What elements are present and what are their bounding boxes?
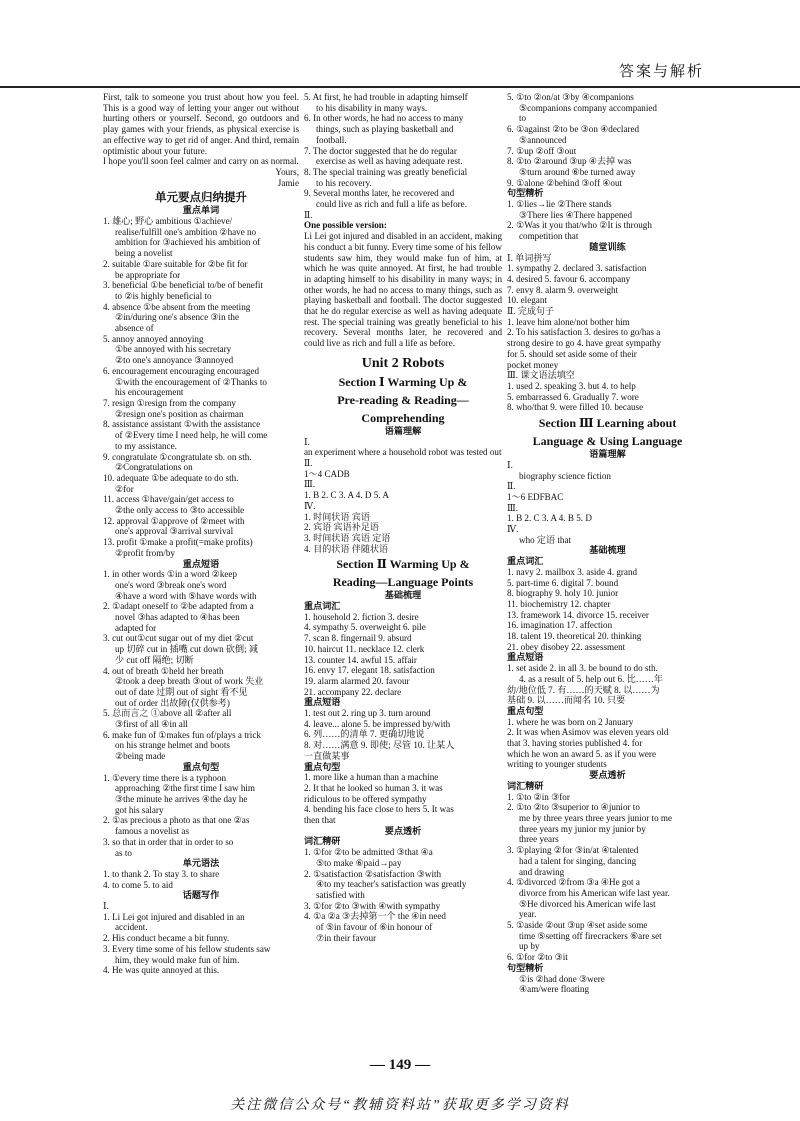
text-line: 1. Li Lei got injured and disabled in an (103, 911, 245, 922)
text-line: 4. ①a ②a ③去掉第一个 the ④in need (304, 911, 446, 922)
text-line: 1. more like a human than a machine (304, 772, 439, 783)
text-line: 1. 时间状语 宾语 (304, 511, 370, 522)
text-line: 4. as a result of 5. help out 6. 比……年 (519, 673, 663, 684)
text-line: 4. 目的状语 伴随状语 (304, 543, 389, 554)
text-line: me by three years three years junior to me (519, 813, 673, 823)
text-line: 5. ①to ②on/at ③by ④companions (507, 92, 634, 102)
section-heading: 句型精析 (507, 188, 544, 199)
text-line: be appropriate for (115, 269, 181, 280)
section-heading: 重点单词 (182, 205, 220, 216)
text-line: 一直做某事 (304, 750, 350, 761)
section-heading: Comprehending (361, 410, 445, 425)
text-line: ②Congratulations on (115, 462, 193, 473)
text-line: had a talent for singing, dancing (519, 855, 637, 866)
text-line: ⑤announced (519, 134, 567, 145)
text-line: ②profit from/by (115, 547, 175, 558)
text-line: 8. biography 9. holy 10. junior (507, 588, 619, 599)
text-line: year. (519, 909, 537, 920)
text-line: 2. ①to ②to ③superior to ④junior to (507, 802, 640, 813)
column-1 (103, 92, 299, 1052)
text-line: famous a novelist as (115, 826, 189, 837)
text-line: 1. ①lies→lie ②There stands (507, 199, 612, 210)
text-line: ③There lies ④There happened (519, 209, 633, 220)
section-heading: 词汇精研 (304, 836, 341, 847)
text-line: 21. obey disobey 22. assessment (507, 641, 626, 652)
text-line: football. (316, 134, 347, 145)
section-heading: 词汇精研 (507, 780, 544, 791)
text-line: strong desire to go 4. have great sympathy (507, 338, 662, 349)
text-line: 4. bending his face close to hers 5. It was (304, 804, 454, 815)
text-line: ②resign one's position as chairman (115, 408, 244, 419)
section-heading: 基础梳理 (384, 590, 422, 601)
text-line: novel ③has adapted to ④has been (115, 612, 240, 623)
text-line: 2. ①Was it you that/who ②It is through (507, 220, 652, 231)
section-heading: Reading—Language Points (332, 575, 474, 590)
text-line: ⑤He divorced his American wife last (519, 898, 656, 909)
text-line: Ⅱ. 完成句子 (507, 306, 555, 317)
text-line: writing to younger students (507, 759, 607, 770)
text-line: 1. leave him alone/not bother him (507, 316, 630, 327)
header-title: 答案与解析 (618, 64, 704, 80)
text-line: to his recovery. (316, 177, 372, 188)
text-line: 7. scan 8. fingernail 9. absurd (304, 633, 412, 644)
text-line: Ⅱ. (304, 457, 313, 468)
text-line: ④have a word with ⑤have words with (115, 590, 257, 601)
text-line: 6. 列……的清单 7. 更确切地说 (304, 729, 425, 740)
text-line: Ⅲ. (304, 479, 316, 490)
text-line: 8. 对……满意 9. 即使; 尽管 10. 让某人 (304, 740, 455, 751)
text-line: competition that (519, 231, 579, 242)
footer-note: 关注微信公众号“教辅资料站”获取更多学习资料 (230, 1098, 570, 1113)
section-heading: 单元要点归纳提升 (155, 192, 247, 205)
text-line: 16. imagination 17. affection (507, 620, 613, 631)
text-line: 2. It that he looked so human 3. it was (304, 782, 443, 793)
text-line: 6. ①against ②to be ③on ④declared (507, 124, 640, 135)
section-heading: Section Ⅱ Warming Up & (336, 557, 470, 572)
text-line: realise/fulfill one's ambition ②have no (115, 226, 257, 237)
text-line: 18. talent 19. theoretical 20. thinking (507, 631, 642, 642)
text-line: 13. counter 14. awful 15. affair (304, 654, 417, 665)
section-heading: One possible version: (304, 220, 387, 231)
text-line: 8. ①to ②around ③up ④去掉 was (507, 156, 632, 167)
section-heading: Section Ⅲ Learning about (538, 416, 677, 431)
text-line: Ⅳ. (507, 524, 519, 535)
section-heading: Section Ⅰ Warming Up & (338, 374, 468, 389)
section-heading: 重点句型 (304, 761, 341, 772)
text-line: ambition for ③achieved his ambition of (115, 237, 261, 248)
text-line: ②for (115, 483, 134, 494)
text-line: 7. resign ①resign from the company (103, 397, 236, 408)
text-line: 1. ①to ②in ③for (507, 791, 570, 802)
text-line: accident. (115, 922, 148, 933)
section-heading: Unit 2 Robots (361, 355, 445, 371)
text-line: 6. make fun of ①makes fun of/plays a trick (103, 729, 261, 740)
text-line: 13. framework 14. divorce 15. receiver (507, 609, 649, 620)
text-line: adapted for (115, 622, 157, 633)
text-line: things, such as playing basketball and (316, 124, 454, 135)
page-header (0, 38, 800, 78)
text-line: up by (519, 941, 540, 952)
text-line: 2. suitable ①are suitable for ②be fit for (103, 258, 248, 269)
text-line: 9. congratulate ①congratulate sb. on sth. (103, 451, 252, 462)
text-line: 1. used 2. speaking 3. but 4. to help (507, 380, 636, 391)
text-line: 19. alarm alarmed 20. favour (304, 675, 410, 686)
text-line: ①be annoyed with his secretary (115, 344, 232, 355)
section-heading: 重点短语 (304, 697, 341, 708)
text-line: 4. desired 5. favour 6. accompany (507, 273, 631, 284)
text-line: one's word ③break one's word (115, 579, 227, 590)
section-heading: 语篇理解 (384, 425, 422, 436)
text-line: Li Lei got injured and disabled in an accident, making his conduct a bit funny. Every time some of his fellow students saw him, they would make fun of him, at which he was quite annoyed. At first, he had trouble in adapting himself to his disability in many ways; in other words, he had no access to many things, such as playing basketball and football. The doctor suggested that he do regular exercise as well as having adequate rest. The special training was greatly beneficial to his recovery. Several months later, he recovered and could live as rich and full a life as before. (304, 231, 502, 349)
text-line: 4. to come 5. to aid (103, 879, 173, 890)
text-line: 2. To his satisfaction 3. desires to go/has a (507, 327, 661, 338)
text-line: 2. It was when Asimov was eleven years old (507, 727, 669, 738)
section-heading: 重点句型 (507, 705, 544, 716)
text-line: as to (115, 847, 132, 858)
header-rule (0, 86, 800, 88)
text-line: Ⅳ. (304, 500, 316, 511)
section-heading: Language & Using Language (532, 434, 683, 449)
text-line: 5. part-time 6. digital 7. bound (507, 577, 619, 588)
section-heading: 重点词汇 (507, 556, 544, 567)
text-line: 5. annoy annoyed annoying (103, 333, 204, 344)
text-line: time ⑤setting off firecrackers ⑥are set (519, 930, 662, 941)
text-line: 1. navy 2. mailbox 3. aside 4. grand (507, 566, 638, 577)
text-line: 6. ①for ②to ③it (507, 952, 568, 963)
text-line: and drawing (519, 866, 565, 877)
text-line: 1. to thank 2. To stay 3. to share (103, 868, 220, 879)
text-line: that 3. having stories published 4. for (507, 738, 643, 749)
text-line: 2. 宾语 宾语补足语 (304, 522, 380, 533)
text-line: Ⅰ. (103, 901, 109, 912)
text-line: Ⅱ. (304, 209, 313, 220)
text-line: one's approval ③arrival survival (115, 526, 234, 537)
text-line: 1. test out 2. ring up 3. turn around (304, 708, 431, 719)
text-line: ②took a deep breath ③out of work 失业 (115, 676, 264, 687)
page-number: — 149 — (370, 1057, 430, 1073)
column-3 (507, 92, 708, 1052)
section-heading: 要点透析 (589, 770, 626, 781)
text-line: could live as rich and full a life as before. (316, 199, 467, 210)
section-heading: 重点短语 (507, 652, 544, 663)
text-line: 3. ①playing ②for ③in/at ④talented (507, 845, 639, 856)
text-line: 5. 总而言之 ①above all ②after all (103, 708, 232, 719)
text-line: 12. approval ①approve of ②meet with (103, 515, 245, 526)
text-line: Yours, (275, 166, 299, 177)
text-line: 基础 9. 以……而闻名 10. 只要 (507, 695, 626, 706)
text-line: Jamie (277, 177, 299, 188)
column-2 (304, 92, 502, 1052)
text-line: divorce from his American wife last year. (519, 887, 670, 898)
section-heading: 单元语法 (182, 858, 220, 869)
text-line: an experiment where a household robot was tested out (304, 447, 502, 458)
text-line: 7. envy 8. alarm 9. overweight (507, 284, 619, 295)
text-line: out of date 过期 out of sight 看不见 (115, 686, 248, 697)
text-line: 1. in other words ①in a word ②keep (103, 569, 237, 580)
text-line: 3. Every time some of his fellow students saw (103, 943, 271, 954)
text-line: then that (304, 815, 336, 826)
text-line: 1～6 EDFBAC (507, 491, 564, 502)
text-line: ⑤companions company accompanied (519, 102, 657, 113)
text-line: First, talk to someone you trust about how you feel. This is a good way of letting your anger out without hurting others or yourself. Second, go outdoors and play games with your friends, as physical exercise is an effective way to get rid of anger. And third, remain optimistic about your future. (103, 92, 299, 156)
text-line: his encouragement (115, 387, 184, 398)
text-line: out of order 出故障(仅供参考) (115, 697, 230, 708)
text-line: to ②is highly beneficial to (115, 290, 212, 301)
text-line: ④am/were floating (519, 984, 590, 995)
text-line: 1. where he was born on 2 January (507, 716, 634, 727)
text-line: 1. sympathy 2. declared 3. satisfaction (507, 263, 647, 274)
text-line: Ⅰ. (304, 436, 310, 447)
text-line: 4. ①divorced ②from ③a ④He got a (507, 877, 640, 888)
text-line: 幼/地位低 7. 有……的天赋 8. 以……为 (507, 684, 660, 695)
text-line: ridiculous to be offered sympathy (304, 793, 427, 804)
text-line: 4. absence ①be absent from the meeting (103, 301, 251, 312)
text-line: Ⅲ. 课文语法填空 (507, 370, 575, 381)
text-line: 9. ①alone ②behind ③off ④out (507, 177, 623, 188)
text-line: 3. 时间状语 宾语 定语 (304, 532, 391, 543)
section-heading: 话题写作 (182, 890, 220, 901)
text-line: 5. At first, he had trouble in adapting himself (304, 92, 468, 102)
text-line: exercise as well as having adequate rest. (316, 156, 463, 167)
text-line: 10. haircut 11. necklace 12. clerk (304, 643, 425, 654)
text-line: ②in/during one's absence ③in the (115, 312, 240, 323)
text-line: 3. cut out①cut sugar out of my diet ②cut (103, 633, 254, 644)
text-line: to my assistance. (115, 440, 177, 451)
text-line: being a novelist (115, 248, 173, 259)
text-line: ④to my teacher's satisfaction was greatly (316, 879, 467, 890)
text-line: who 定语 that (519, 534, 572, 545)
text-line: him, they would make fun of him. (115, 954, 240, 965)
section-heading: 基础梳理 (589, 545, 626, 556)
text-line: three years (519, 834, 559, 845)
text-line: which he won an award 5. as if you were (507, 748, 656, 759)
text-line: 5. embarrassed 6. Gradually 7. wore (507, 391, 639, 402)
text-line: Ⅱ. (507, 481, 516, 492)
text-line: 8. assistance assistant ①with the assistance (103, 419, 261, 430)
section-heading: 重点短语 (182, 558, 220, 569)
text-line: 4. sympathy 5. overweight 6. pile (304, 622, 426, 633)
section-heading: Pre-reading & Reading— (337, 392, 469, 407)
text-line: 1. ①every time there is a typhoon (103, 772, 227, 783)
text-line: three years my junior my junior by (519, 823, 646, 834)
section-heading: 重点句型 (182, 761, 220, 772)
section-heading: 语篇理解 (589, 449, 626, 460)
text-line: ③the minute he arrives ④the day he (115, 794, 248, 804)
text-line: 1. B 2. C 3. A 4. D 5. A (304, 490, 389, 501)
text-line: 11. access ①have/gain/get access to (103, 494, 234, 505)
text-line: 3. ①for ②to ③with ④with sympathy (304, 900, 441, 911)
text-line: 6. encouragement encouraging encouraged (103, 365, 260, 376)
text-line: ①is ②had done ③were (519, 973, 605, 984)
text-line: 8. The special training was greatly beneficial (304, 166, 468, 177)
text-line: 8. who/that 9. were filled 10. because (507, 402, 644, 413)
text-line: 21. accompany 22. declare (304, 686, 402, 697)
text-line: to his disability in many ways. (316, 102, 428, 113)
text-line: 少 cut off 隔绝; 切断 (115, 654, 194, 665)
text-line: ③first of all ④in all (115, 719, 188, 730)
text-line: 4. out of breath ①held her breath (103, 665, 224, 676)
text-line: 4. He was quite annoyed at this. (103, 965, 220, 976)
text-line: I hope you'll soon feel calmer and carry on as normal. (103, 156, 299, 167)
text-line: pocket money (507, 359, 559, 370)
text-line: to (519, 113, 527, 124)
text-line: 1. ①for ②to be admitted ③that ④a (304, 847, 433, 858)
text-line: 16. envy 17. elegant 18. satisfaction (304, 665, 435, 676)
text-line: ②the only access to ③to accessible (115, 505, 245, 516)
text-line: satisfied with (316, 890, 365, 900)
text-line: ①with the encouragement of ②Thanks to (115, 376, 267, 387)
section-heading: 随堂训练 (589, 241, 626, 252)
text-line: 1～4 CADB (304, 468, 350, 479)
text-line: 2. ①as precious a photo as that one ②as (103, 815, 250, 826)
text-line: ⑤to make ⑥paid→pay (316, 857, 402, 868)
text-line: Ⅰ. (507, 459, 513, 470)
text-line: 3. beneficial ①be beneficial to/be of benefit (103, 280, 263, 291)
text-line: Ⅰ. 单词拼写 (507, 252, 552, 263)
text-line: 10. adequate ①be adequate to do sth. (103, 472, 239, 483)
text-line: ②to one's annoyance ③annoyed (115, 355, 234, 366)
text-line: 2. ①adapt oneself to ②be adapted from a (103, 601, 254, 612)
text-line: 4. leave... alone 5. be impressed by/with (304, 718, 451, 729)
section-heading: 句型精析 (507, 962, 544, 973)
text-line: ②being made (115, 751, 166, 762)
text-line: 10. elegant (507, 295, 547, 306)
text-line: got his salary (115, 804, 164, 815)
text-line: up 切碎 cut in 插嘴 cut down 砍倒; 减 (115, 644, 258, 655)
text-line: 2. His conduct became a bit funny. (103, 933, 230, 944)
text-line: approaching ②the first time I saw him (115, 783, 255, 794)
section-heading: 要点透析 (384, 825, 422, 836)
text-line: 1. B 2. C 3. A 4. B 5. D (507, 513, 592, 524)
text-line: 1. set aside 2. in all 3. be bound to do sth. (507, 663, 658, 674)
text-line: of ②Every time I need help, he will come (115, 430, 268, 441)
text-line: biography science fiction (519, 470, 611, 481)
section-heading: 重点词汇 (304, 601, 341, 612)
text-line: Ⅲ. (507, 502, 519, 513)
text-line: absence of (115, 323, 154, 334)
text-line: 5. ①aside ②out ③up ④set aside some (507, 920, 648, 931)
text-line: 7. ①up ②off ③out (507, 145, 577, 156)
text-line: ⑦in their favour (316, 932, 377, 943)
text-line: ⑤turn around ⑥be turned away (519, 166, 636, 177)
text-line: 1. household 2. fiction 3. desire (304, 611, 419, 622)
text-line: of ⑤in favour of ⑥in honour of (316, 922, 433, 933)
text-line: 3. so that in order that in order to so (103, 836, 234, 847)
answer-columns (103, 92, 708, 1052)
text-line: 7. The doctor suggested that he do regular (304, 145, 457, 156)
text-line: 6. In other words, he had no access to many (304, 113, 464, 124)
text-line: 9. Several months later, he recovered and (304, 188, 455, 199)
text-line: for 5. should set aside some of their (507, 348, 637, 359)
text-line: on his strange helmet and boots (115, 740, 230, 751)
text-line: 1. 雄心; 野心 ambitious ①achieve/ (103, 216, 233, 227)
text-line: 2. ①satisfaction ②satisfaction ③with (304, 868, 442, 879)
text-line: 11. biochemistry 12. chapter (507, 598, 611, 609)
text-line: 13. profit ①make a profit(=make profits) (103, 537, 253, 548)
